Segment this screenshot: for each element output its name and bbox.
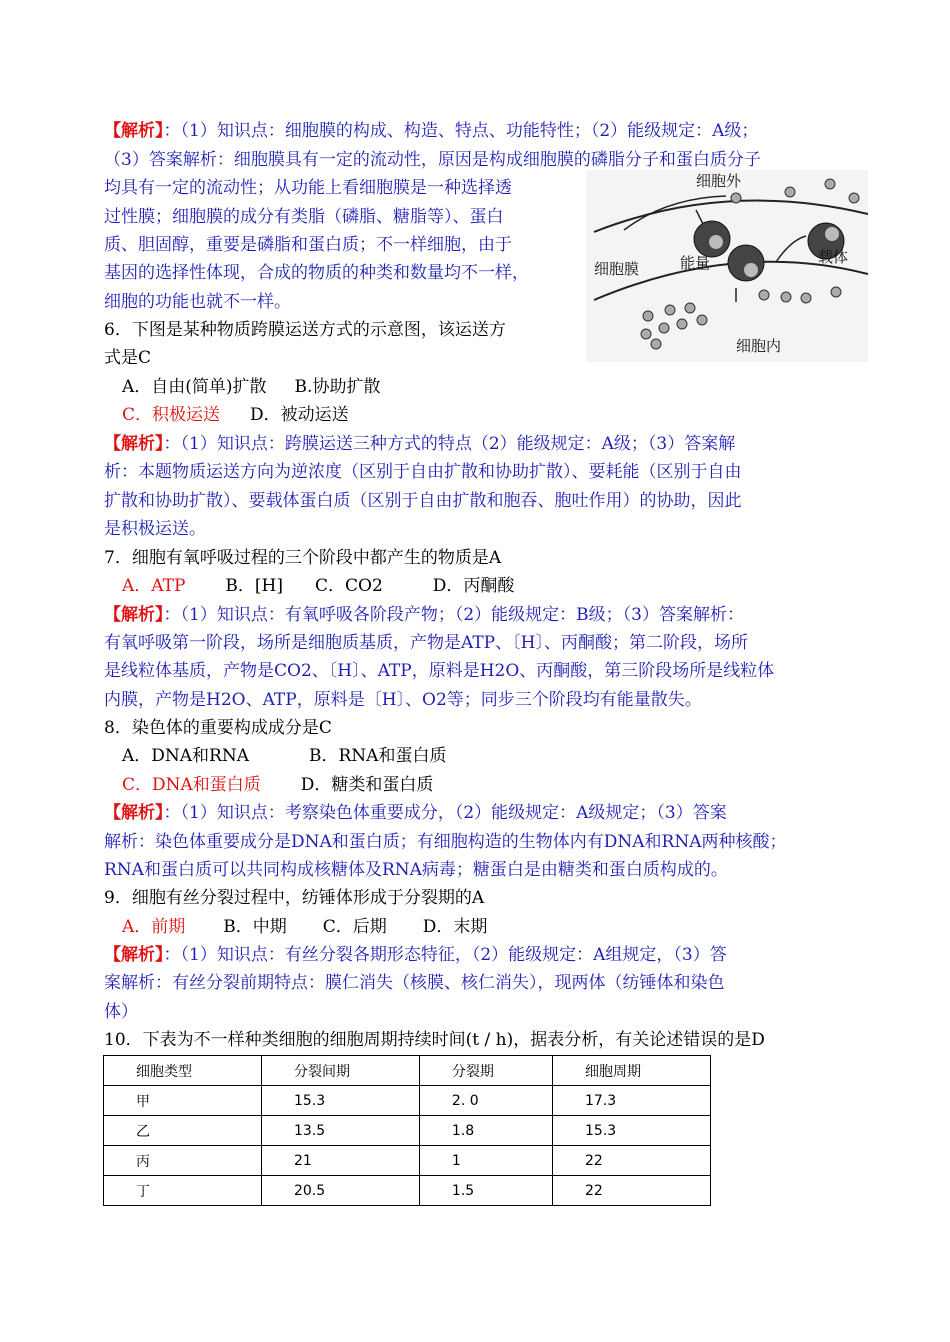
option-b: B．[H] xyxy=(225,576,283,596)
table-cell: 甲 xyxy=(104,1086,262,1116)
analysis-q5-line-5: 质、胆固醇，重要是磷脂和蛋白质；不一样细胞，由于 xyxy=(104,235,512,255)
question-6-options-row-2 xyxy=(122,405,349,425)
label-membrane: 细胞膜 xyxy=(594,260,640,278)
question-10-stem: 10．下表为不一样种类细胞的细胞周期持续时间(t / h)，据表分析，有关论述错误的是D xyxy=(104,1030,765,1050)
option-d: D．末期 xyxy=(422,917,488,937)
table-row xyxy=(104,1176,711,1206)
question-8-options-row-2 xyxy=(122,775,433,795)
analysis-text: ：（1）知识点：有丝分裂各期形态特征，（2）能级规定：A组规定，（3）答 xyxy=(163,945,727,965)
option-b: B．RNA和蛋白质 xyxy=(309,746,447,766)
analysis-q8-line-2: 解析：染色体重要成分是DNA和蛋白质；有细胞构造的生物体内有DNA和RNA两种核酸； xyxy=(104,832,787,852)
table-row xyxy=(104,1086,711,1116)
table-row xyxy=(104,1116,711,1146)
label-outside: 细胞外 xyxy=(696,172,742,190)
analysis-q8-line-1 xyxy=(104,803,727,823)
question-9-stem: 9．细胞有丝分裂过程中，纺锤体形成于分裂期的A xyxy=(104,888,485,908)
analysis-q6-line-4: 是积极运送。 xyxy=(104,519,206,539)
table-cell: 21 xyxy=(261,1146,419,1176)
option-a-correct: A．ATP xyxy=(122,576,186,596)
analysis-q5-line-7: 细胞的功能也就不一样。 xyxy=(104,292,291,312)
table-cell: 丙 xyxy=(104,1146,262,1176)
table-cell: 15.3 xyxy=(261,1086,419,1116)
question-8-stem: 8．染色体的重要构成成分是C xyxy=(104,718,332,738)
table-cell: 17.3 xyxy=(553,1086,711,1116)
analysis-q7-line-1 xyxy=(104,605,744,625)
analysis-q6-line-1 xyxy=(104,434,735,454)
question-7-stem: 7．细胞有氧呼吸过程的三个阶段中都产生的物质是A xyxy=(104,548,502,568)
analysis-tag: 【解析】 xyxy=(104,605,164,625)
label-inside: 细胞内 xyxy=(736,337,782,355)
question-9-options xyxy=(122,917,487,937)
analysis-q5-line-3: 均具有一定的流动性；从功能上看细胞膜是一种选择透 xyxy=(104,178,512,198)
analysis-text: ：（1）知识点：跨膜运送三种方式的特点（2）能级规定：A级；（3）答案解 xyxy=(163,434,736,454)
question-8-options-row-1 xyxy=(122,746,446,766)
question-6-stem-2: 式是C xyxy=(104,348,152,368)
analysis-q9-line-1 xyxy=(104,945,727,965)
table-cell: 22 xyxy=(553,1176,711,1206)
membrane-transport-diagram xyxy=(586,170,868,362)
question-6-stem-1: 6．下图是某种物质跨膜运送方式的示意图，该运送方 xyxy=(104,320,506,340)
table-cell: 丁 xyxy=(104,1176,262,1206)
option-c: C．后期 xyxy=(322,917,387,937)
analysis-q7-line-3: 是线粒体基质，产物是CO2、〔H〕、ATP，原料是H2O、丙酮酸，第三阶段场所是线粒体 xyxy=(104,661,775,681)
option-d: D．糖类和蛋白质 xyxy=(300,775,434,795)
option-d: D．丙酮酸 xyxy=(432,576,515,596)
option-c-correct: C．DNA和蛋白质 xyxy=(122,775,261,795)
analysis-q5-line-4: 过性膜；细胞膜的成分有类脂（磷脂、糖脂等）、蛋白 xyxy=(104,207,504,227)
analysis-q6-line-2: 析：本题物质运送方向为逆浓度（区别于自由扩散和协助扩散）、要耗能（区别于自由 xyxy=(104,462,742,482)
analysis-tag: 【解析】 xyxy=(104,803,164,823)
option-b: B.协助扩散 xyxy=(294,377,381,397)
analysis-q5-line-6: 基因的选择性体现，合成的物质的种类和数量均不一样， xyxy=(104,263,529,283)
table-header-row xyxy=(104,1056,711,1086)
table-cell: 1.8 xyxy=(419,1116,552,1146)
analysis-q5-line-2: （3）答案解析：细胞膜具有一定的流动性，原因是构成细胞膜的磷脂分子和蛋白质分子 xyxy=(104,150,761,170)
option-a: A．自由(简单)扩散 xyxy=(122,377,267,397)
table-cell: 1 xyxy=(419,1146,552,1176)
table-header-cell: 细胞类型 xyxy=(104,1056,262,1086)
question-6-options-row-1 xyxy=(122,377,380,397)
table-header-cell: 分裂间期 xyxy=(261,1056,419,1086)
table-cell: 乙 xyxy=(104,1116,262,1146)
label-carrier: 载体 xyxy=(818,248,849,266)
option-b: B．中期 xyxy=(223,917,287,937)
analysis-tag: 【解析】 xyxy=(104,945,164,965)
analysis-q6-line-3: 扩散和协助扩散）、要载体蛋白质（区别于自由扩散和胞吞、胞吐作用）的协助，因此 xyxy=(104,491,742,511)
option-c-correct: C．积极运送 xyxy=(122,405,221,425)
question-7-options xyxy=(122,576,514,596)
option-a: A．DNA和RNA xyxy=(122,746,250,766)
analysis-q9-line-2: 案解析：有丝分裂前期特点：膜仁消失（核膜、核仁消失），现两体（纺锤体和染色 xyxy=(104,973,725,993)
analysis-text: ：（1）知识点：细胞膜的构成、构造、特点、功能特性；（2）能级规定：A级； xyxy=(163,121,759,141)
analysis-q8-line-3: RNA和蛋白质可以共同构成核糖体及RNA病毒；糖蛋白是由糖类和蛋白质构成的。 xyxy=(104,860,728,880)
analysis-tag: 【解析】 xyxy=(104,121,164,141)
analysis-q7-line-2: 有氧呼吸第一阶段，场所是细胞质基质，产物是ATP、〔H〕、丙酮酸；第二阶段，场所 xyxy=(104,633,748,653)
table-header-cell: 细胞周期 xyxy=(553,1056,711,1086)
analysis-text: ：（1）知识点：考察染色体重要成分，（2）能级规定：A级规定；（3）答案 xyxy=(163,803,727,823)
table-cell: 15.3 xyxy=(553,1116,711,1146)
option-d: D．被动运送 xyxy=(250,405,349,425)
option-c: C．CO2 xyxy=(315,576,383,596)
table-cell: 22 xyxy=(553,1146,711,1176)
table-row xyxy=(104,1146,711,1176)
table-cell: 13.5 xyxy=(261,1116,419,1146)
table-cell: 1.5 xyxy=(419,1176,552,1206)
analysis-text: ：（1）知识点：有氧呼吸各阶段产物；（2）能级规定：B级；（3）答案解析： xyxy=(163,605,744,625)
table-cell: 20.5 xyxy=(261,1176,419,1206)
analysis-q7-line-4: 内膜，产物是H2O、ATP，原料是〔H〕、O2等；同步三个阶段均有能量散失。 xyxy=(104,690,702,710)
analysis-q5-line-1 xyxy=(104,121,758,141)
analysis-q9-line-3: 体） xyxy=(104,1002,138,1022)
option-a-correct: A．前期 xyxy=(122,917,186,937)
cell-cycle-table xyxy=(103,1055,711,1206)
label-energy: 能量 xyxy=(680,254,711,272)
table-cell: 2. 0 xyxy=(419,1086,552,1116)
analysis-tag: 【解析】 xyxy=(104,434,164,454)
table-header-cell: 分裂期 xyxy=(419,1056,552,1086)
